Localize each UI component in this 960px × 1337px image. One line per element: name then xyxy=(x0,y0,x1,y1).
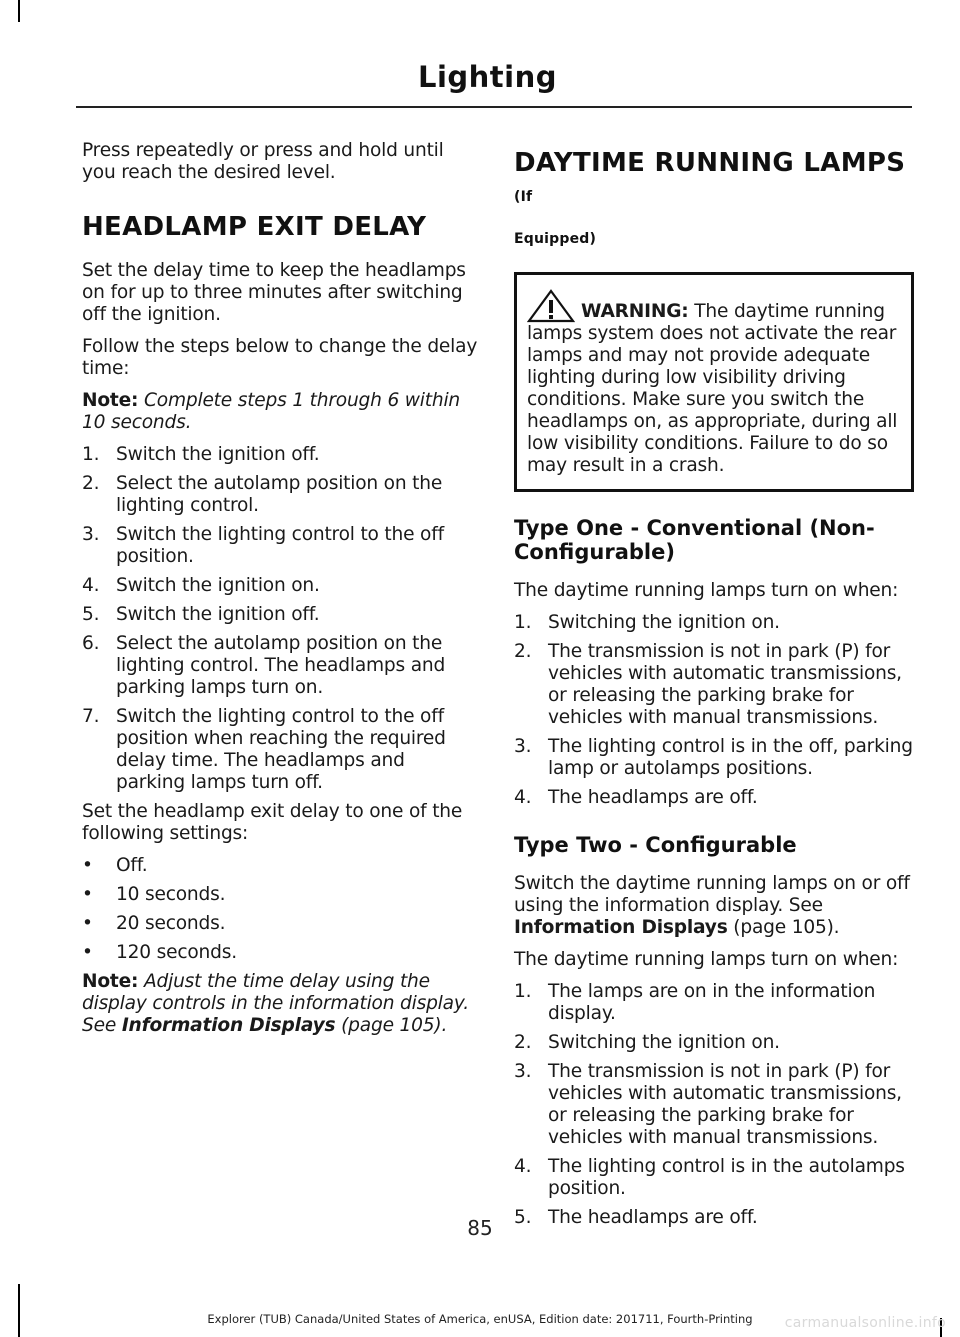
left-column xyxy=(82,140,478,1047)
page-reference: (page 105). xyxy=(341,1015,448,1036)
bullet-text: Off. xyxy=(116,855,148,876)
paragraph: Set the headlamp exit delay to one of the following settings: xyxy=(82,801,463,844)
bullet-item xyxy=(82,855,478,877)
list-item xyxy=(82,473,478,517)
list-item xyxy=(82,444,478,466)
list-item-text: The lamps are on in the information display. xyxy=(548,981,876,1024)
list-item xyxy=(514,612,914,634)
list-item-text: The lighting control is in the off, parking lamp or autolamps positions. xyxy=(548,736,913,779)
note-text: Complete steps 1 through 6 within 10 seconds. xyxy=(82,390,460,433)
bullet-item xyxy=(82,884,478,906)
paragraph: Set the delay time to keep the headlamps on for up to three minutes after switching off the ignition. xyxy=(82,260,466,325)
list-item-text: The transmission is not in park (P) for vehicles with automatic transmissions, or releasing the parking brake for vehicles with manual transmissions. xyxy=(548,1061,902,1148)
bullet: • xyxy=(82,913,93,934)
cross-reference-link[interactable]: Information Displays xyxy=(121,1015,336,1036)
list-item xyxy=(514,981,914,1025)
heading-qualifier-line xyxy=(514,220,914,254)
type-two-list xyxy=(514,981,914,1229)
paragraph xyxy=(514,873,914,939)
list-item xyxy=(514,1032,914,1054)
bullet-text: 10 seconds. xyxy=(116,884,226,905)
note-text: Adjust the time delay using the display controls in the information display. See xyxy=(82,971,469,1036)
paragraph: The daytime running lamps turn on when: xyxy=(514,580,899,601)
list-item-number: 1. xyxy=(82,444,100,465)
list-item-text: The lighting control is in the autolamps position. xyxy=(548,1156,905,1199)
subheading-type-two: Type Two - Configurable xyxy=(514,833,797,857)
heading-qualifier: (If xyxy=(514,189,533,205)
intro-paragraph: Press repeatedly or press and hold until you reach the desired level. xyxy=(82,140,444,183)
list-item xyxy=(514,736,914,780)
crop-mark-top-left xyxy=(18,0,20,22)
heading-qualifier: Equipped) xyxy=(514,231,597,247)
heading-text: DAYTIME RUNNING LAMPS xyxy=(514,148,906,178)
list-item-text: Switch the ignition on. xyxy=(116,575,320,596)
list-item xyxy=(82,633,478,699)
list-item-text: The headlamps are off. xyxy=(548,1207,758,1228)
bullet-item xyxy=(82,942,478,964)
list-item-number: 2. xyxy=(514,641,532,662)
bullet: • xyxy=(82,884,93,905)
section-heading-headlamp-exit-delay: HEADLAMP EXIT DELAY xyxy=(82,212,427,242)
list-item xyxy=(514,787,914,809)
list-item xyxy=(82,524,478,568)
bullet: • xyxy=(82,942,93,963)
list-item xyxy=(82,706,478,794)
settings-list xyxy=(82,855,478,964)
list-item-number: 1. xyxy=(514,612,532,633)
warning-text: The daytime running lamps system does not activate the rear lamps and may not provide adequate lighting during low visibility driving conditions. Make sure you switch the headlamps on, as appropriate, during all low visibility conditions. Failure to do so may result in a crash. xyxy=(527,301,898,476)
bullet-text: 120 seconds. xyxy=(116,942,237,963)
paragraph: Follow the steps below to change the delay time: xyxy=(82,336,478,379)
bullet-item xyxy=(82,913,478,935)
crop-mark-bottom-left xyxy=(18,1284,20,1337)
note xyxy=(82,390,478,434)
list-item-text: The transmission is not in park (P) for vehicles with automatic transmissions, or releasing the parking brake for vehicles with manual transmissions. xyxy=(548,641,902,728)
list-item-number: 2. xyxy=(82,473,100,494)
list-item-number: 2. xyxy=(514,1032,532,1053)
list-item-number: 6. xyxy=(82,633,100,654)
list-item-text: Switch the lighting control to the off position. xyxy=(116,524,444,567)
list-item-text: The headlamps are off. xyxy=(548,787,758,808)
page-reference: (page 105). xyxy=(733,917,840,938)
list-item xyxy=(514,1061,914,1149)
paragraph-text: Switch the daytime running lamps on or off using the information display. See xyxy=(514,873,910,916)
header-divider xyxy=(76,106,912,108)
list-item xyxy=(514,1156,914,1200)
page-number: 85 xyxy=(467,1216,493,1240)
warning-label: WARNING: xyxy=(581,301,689,322)
note-label: Note: xyxy=(82,390,139,411)
list-item-text: Switching the ignition on. xyxy=(548,612,780,633)
list-item-number: 4. xyxy=(514,787,532,808)
list-item-text: Select the autolamp position on the lighting control. xyxy=(116,473,443,516)
warning-triangle-icon xyxy=(527,289,575,323)
section-heading-daytime-running-lamps xyxy=(514,148,914,212)
paragraph: The daytime running lamps turn on when: xyxy=(514,949,899,970)
list-item-text: Switch the ignition off. xyxy=(116,444,320,465)
watermark: carmanualsonline.info xyxy=(784,1315,946,1331)
list-item-number: 3. xyxy=(514,736,532,757)
list-item-text: Select the autolamp position on the lighting control. The headlamps and parking lamps turn on. xyxy=(116,633,446,698)
note xyxy=(82,971,478,1037)
list-item-text: Switching the ignition on. xyxy=(548,1032,780,1053)
steps-list xyxy=(82,444,478,794)
right-column xyxy=(514,140,914,1236)
list-item-number: 5. xyxy=(514,1207,532,1228)
warning-box xyxy=(514,272,914,492)
list-item-number: 3. xyxy=(82,524,100,545)
list-item xyxy=(82,604,478,626)
list-item xyxy=(82,575,478,597)
cross-reference-link[interactable]: Information Displays xyxy=(514,917,728,938)
list-item xyxy=(514,641,914,729)
subheading-type-one: Type One - Conventional (Non-Configurable) xyxy=(514,516,875,564)
list-item-number: 3. xyxy=(514,1061,532,1082)
list-item-number: 4. xyxy=(514,1156,532,1177)
list-item-number: 5. xyxy=(82,604,100,625)
list-item-number: 4. xyxy=(82,575,100,596)
bullet: • xyxy=(82,855,93,876)
list-item-text: Switch the ignition off. xyxy=(116,604,320,625)
list-item-text: Switch the lighting control to the off position when reaching the required delay time. The headlamps and parking lamps turn off. xyxy=(116,706,446,793)
page-header-title: Lighting xyxy=(417,60,557,94)
list-item-number: 1. xyxy=(514,981,532,1002)
list-item-number: 7. xyxy=(82,706,100,727)
note-label: Note: xyxy=(82,971,139,992)
type-one-list xyxy=(514,612,914,809)
footer-edition-info: Explorer (TUB) Canada/United States of America, enUSA, Edition date: 201711, Fourth-Printing xyxy=(207,1312,753,1326)
bullet-text: 20 seconds. xyxy=(116,913,226,934)
